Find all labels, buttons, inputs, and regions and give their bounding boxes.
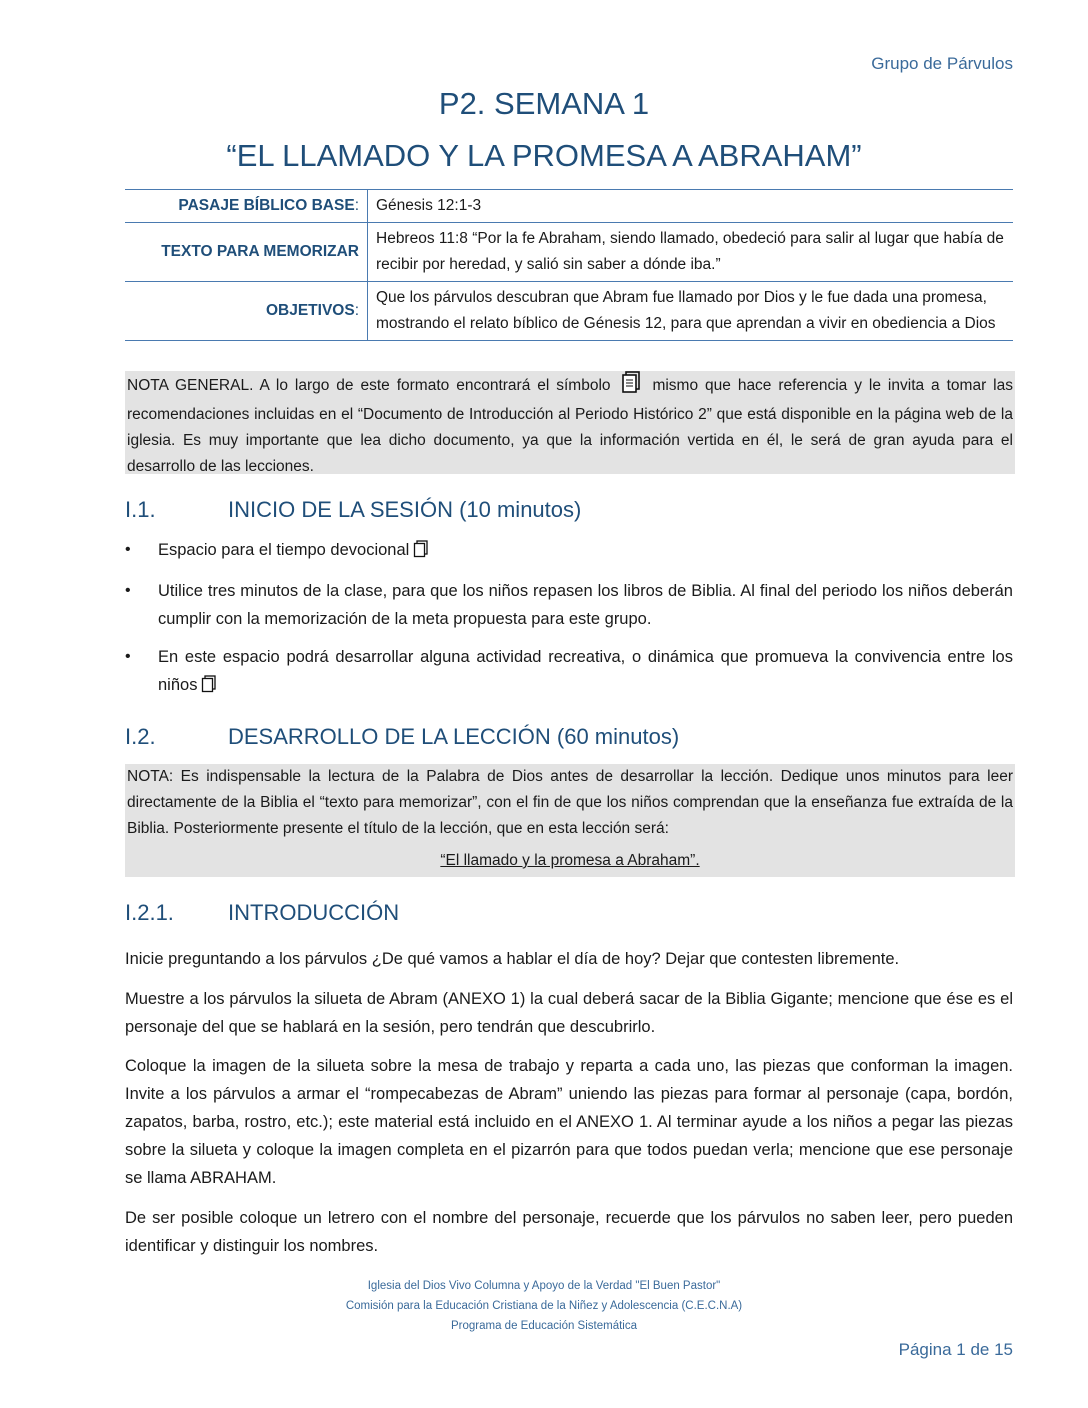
section-title: DESARROLLO DE LA LECCIÓN (60 minutos) bbox=[228, 724, 680, 749]
lesson-note bbox=[125, 764, 1015, 877]
paragraph: Inicie preguntando a los párvulos ¿De qué vamos a hablar el día de hoy? Dejar que contesten libremente. bbox=[125, 950, 900, 968]
paragraph: Muestre a los párvulos la silueta de Abram (ANEXO 1) la cual deberá sacar de la Biblia Gigante; mencione que ése es el personaje del que se hablará en la sesión, pero tendrán que descubrirlo. bbox=[125, 990, 1013, 1036]
table-row bbox=[125, 223, 1013, 282]
section-number: I.1. bbox=[125, 497, 156, 522]
section-number: I.2.1. bbox=[125, 900, 174, 925]
passage-value: Génesis 12:1-3 bbox=[368, 190, 1014, 223]
page-title: P2. SEMANA 1 bbox=[438, 86, 650, 121]
section-heading-introduccion bbox=[125, 900, 399, 926]
general-note-text-2: mismo que hace referencia y le invita a tomar las recomendaciones incluidas en el “Documento de Introducción al Periodo Histórico 2” que está disponible en la página web de la iglesia. Es muy importante que lea dicho documento, ya que la información vertida en él, le será de gran ayuda para el desarrollo de las lecciones. bbox=[127, 377, 1013, 475]
page-footer bbox=[0, 1276, 1088, 1336]
lesson-note-title: “El llamado y la promesa a Abraham”. bbox=[440, 852, 700, 869]
memory-text-value: Hebreos 11:8 “Por la fe Abraham, siendo llamado, obedeció para salir al lugar que había de recibir por heredad, y salió sin saber a dónde iba.” bbox=[368, 223, 1014, 282]
section-title: INTRODUCCIÓN bbox=[228, 900, 400, 925]
section-title: INICIO DE LA SESIÓN (10 minutos) bbox=[228, 497, 582, 522]
lesson-note-text: NOTA: Es indispensable la lectura de la Palabra de Dios antes de desarrollar la lección. Dedique unos minutos para leer directamente de la Biblia el “texto para memorizar”, con el fin de que los niños comprendan que la enseñanza fue extraída de la Biblia. Posteriormente presente el título de la lección, que en esta lección será: bbox=[127, 768, 1013, 837]
section-heading-inicio bbox=[125, 497, 581, 523]
section-heading-desarrollo bbox=[125, 724, 679, 750]
objectives-value: Que los párvulos descubran que Abram fue llamado por Dios y le fue dada una promesa, mostrando el relato bíblico de Génesis 12, para que aprendan a vivir en obediencia a Dios bbox=[368, 282, 1014, 341]
footer-church: Iglesia del Dios Vivo Columna y Apoyo de la Verdad "El Buen Pastor" bbox=[367, 1280, 721, 1292]
page-number: Página 1 de 15 bbox=[898, 1340, 1013, 1359]
group-label: Grupo de Párvulos bbox=[871, 54, 1013, 73]
document-icon bbox=[413, 539, 429, 567]
list-item: • Espacio para el tiempo devocional bbox=[125, 536, 1013, 567]
table-row: PASAJE BÍBLICO BASE: Génesis 12:1-3 bbox=[125, 190, 1013, 223]
inicio-bullet-list bbox=[125, 536, 1013, 712]
document-icon bbox=[621, 371, 641, 402]
passage-label: PASAJE BÍBLICO BASE bbox=[178, 197, 355, 214]
footer-program: Programa de Educación Sistemática bbox=[450, 1320, 637, 1332]
table-row: OBJETIVOS: Que los párvulos descubran que Abram fue llamado por Dios y le fue dada una promesa, mostrando el relato bíblico de Génesis 12, para que aprendan a vivir en obediencia a Dios bbox=[125, 282, 1013, 341]
paragraph: De ser posible coloque un letrero con el nombre del personaje, recuerde que los párvulos no saben leer, pero pueden identificar y distinguir los nombres. bbox=[125, 1209, 1013, 1255]
list-item: • En este espacio podrá desarrollar alguna actividad recreativa, o dinámica que promueva la convivencia entre los niños bbox=[125, 643, 1013, 702]
document-icon bbox=[201, 674, 217, 702]
general-note-text-1: NOTA GENERAL. A lo largo de este formato encontrará el símbolo bbox=[127, 377, 611, 394]
lesson-info-table bbox=[125, 189, 1013, 341]
section-number: I.2. bbox=[125, 724, 156, 749]
lesson-title: “EL LLAMADO Y LA PROMESA A ABRAHAM” bbox=[226, 138, 862, 173]
general-note bbox=[125, 371, 1015, 474]
footer-commission: Comisión para la Educación Cristiana de la Niñez y Adolescencia (C.E.C.N.A) bbox=[345, 1300, 743, 1312]
memory-text-label: TEXTO PARA MEMORIZAR bbox=[161, 243, 359, 260]
paragraph: Coloque la imagen de la silueta sobre la mesa de trabajo y reparta a cada uno, las piezas que conforman la imagen. Invite a los párvulos a armar el “rompecabezas de Abram” uniendo las piezas para formar al personaje (capa, bordón, zapatos, barba, rostro, etc.); este material está incluido en el ANEXO 1. Al terminar ayude a los niños a pegar las piezas sobre la silueta y coloque la imagen completa en el pizarrón para que todos puedan verla; mencione que ese personaje se llama ABRAHAM. bbox=[125, 1057, 1013, 1187]
list-item: • Utilice tres minutos de la clase, para que los niños repasen los libros de Biblia. Al final del periodo los niños deberán cumplir con la memorización de la meta propuesta para este grupo. bbox=[125, 577, 1013, 633]
objectives-label: OBJETIVOS bbox=[265, 302, 355, 319]
